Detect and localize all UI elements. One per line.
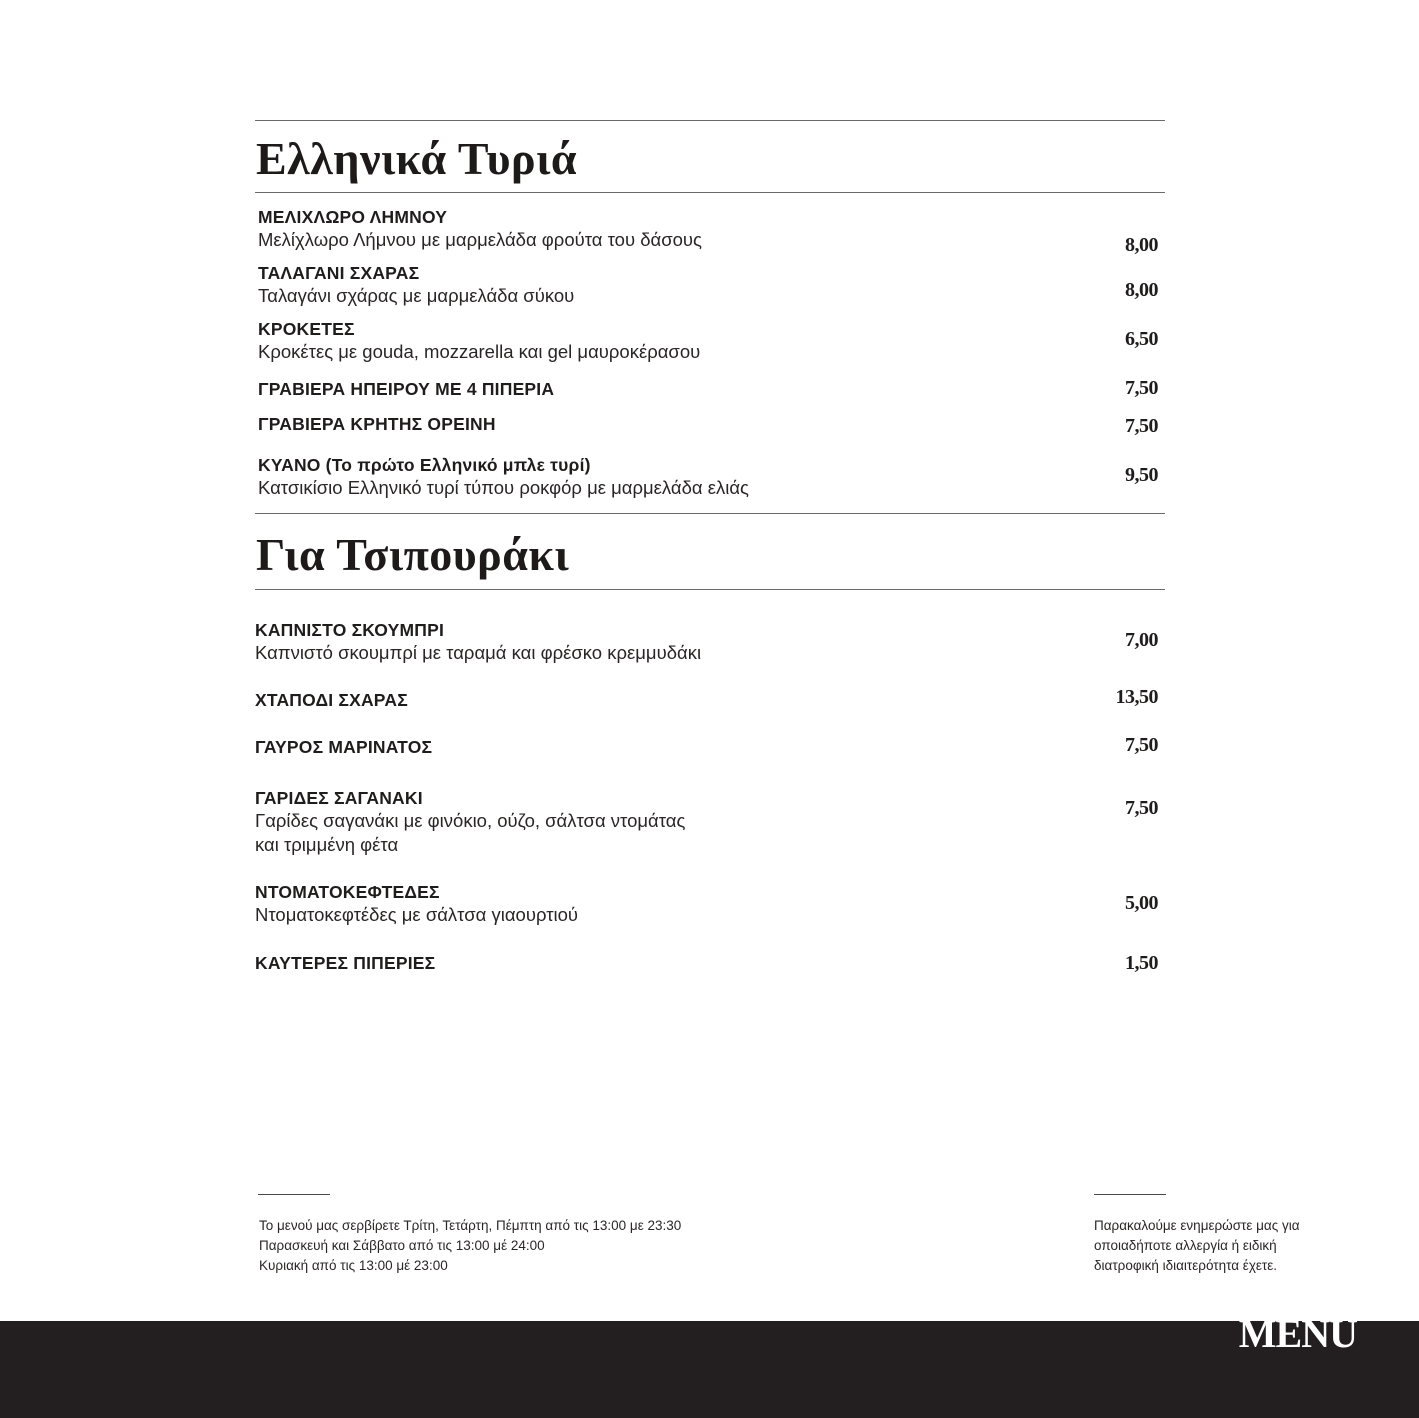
menu-item	[255, 734, 1158, 758]
menu-item	[258, 206, 1158, 256]
item-name: ΚΑΥΤΕΡΕΣ ΠΙΠΕΡΙΕΣ	[255, 953, 436, 973]
footer-band	[0, 1321, 1419, 1418]
item-price: 8,00	[1125, 234, 1158, 256]
menu-item	[255, 881, 1158, 927]
menu-brand-label: MENU	[1238, 1311, 1357, 1356]
item-desc: Ταλαγάνι σχάρας με μαρμελάδα σύκου	[258, 285, 575, 306]
item-price: 9,50	[1125, 464, 1158, 486]
item-name: ΓΡΑΒΙΕΡΑ ΗΠΕΙΡΟΥ ΜΕ 4 ΠΙΠΕΡΙΑ	[258, 379, 555, 399]
menu-item	[255, 619, 1158, 665]
hours-line: Κυριακή από τις 13:00 μέ 23:00	[259, 1258, 448, 1273]
item-name: ΓΑΥΡΟΣ ΜΑΡΙΝΑΤΟΣ	[255, 737, 433, 757]
menu-item	[258, 318, 1158, 364]
item-name: ΚΑΠΝΙΣΤΟ ΣΚΟΥΜΠΡΙ	[255, 620, 445, 640]
section-title-cheeses: Ελληνικά Τυριά	[256, 133, 578, 184]
item-desc: Καπνιστό σκουμπρί με ταραμά και φρέσκο κρεμμυδάκι	[255, 642, 702, 663]
menu-item	[258, 413, 1158, 435]
item-desc: Ντοματοκεφτέδες με σάλτσα γιαουρτιού	[255, 904, 579, 925]
section-title-rule	[255, 192, 1165, 193]
section-title-rule	[255, 589, 1165, 590]
item-name: ΓΑΡΙΔΕΣ ΣΑΓΑΝΑΚΙ	[255, 788, 423, 808]
allergy-line: οποιαδήποτε αλλεργία ή ειδική	[1094, 1238, 1277, 1253]
item-name: ΝΤΟΜΑΤΟΚΕΦΤΕΔΕΣ	[255, 882, 440, 902]
menu-item	[255, 952, 1158, 974]
footer-rule-right	[1094, 1194, 1166, 1195]
section-top-rule	[255, 513, 1165, 514]
item-name: ΚΡΟΚΕΤΕΣ	[258, 319, 355, 339]
item-name: ΚΥΑΝΟ (Το πρώτο Ελληνικό μπλε τυρί)	[258, 455, 591, 475]
menu-item	[258, 378, 1158, 400]
item-price: 8,00	[1125, 279, 1158, 301]
item-price: 7,50	[1125, 797, 1158, 819]
menu-item	[255, 686, 1158, 711]
item-desc: Γαρίδες σαγανάκι με φινόκιο, ούζο, σάλτσα ντομάτας	[255, 810, 686, 831]
allergy-line: Παρακαλούμε ενημερώστε μας για	[1094, 1218, 1300, 1233]
hours-line: Το μενού μας σερβίρετε Τρίτη, Τετάρτη, Πέμπτη από τις 13:00 με 23:30	[259, 1218, 682, 1233]
item-desc: και τριμμένη φέτα	[255, 834, 399, 855]
hours-line: Παρασκευή και Σάββατο από τις 13:00 μέ 24:00	[259, 1238, 545, 1253]
item-name: ΧΤΑΠΟΔΙ ΣΧΑΡΑΣ	[255, 690, 408, 710]
item-desc: Κατσικίσιο Ελληνικό τυρί τύπου ροκφόρ με μαρμελάδα ελιάς	[258, 477, 749, 498]
menu-item	[258, 454, 1158, 500]
item-price: 6,50	[1125, 328, 1158, 350]
item-price: 7,50	[1125, 377, 1158, 399]
section-title-tsipouraki: Για Τσιπουράκι	[256, 529, 570, 580]
allergy-line: διατροφική ιδιαιτερότητα έχετε.	[1094, 1258, 1278, 1273]
item-price: 1,50	[1125, 952, 1158, 974]
allergy-note	[1094, 1216, 1300, 1276]
footer-rule-left	[258, 1194, 330, 1195]
item-price: 7,00	[1125, 629, 1158, 651]
item-price: 13,50	[1115, 686, 1158, 708]
menu-item	[258, 262, 1158, 308]
item-desc: Κροκέτες με gouda, mozzarella και gel μαυροκέρασου	[258, 341, 701, 362]
section-top-rule	[255, 120, 1165, 121]
item-name: ΓΡΑΒΙΕΡΑ ΚΡΗΤΗΣ ΟΡΕΙΝΗ	[258, 414, 496, 434]
item-name: ΜΕΛΙΧΛΩΡΟ ΛΗΜΝΟΥ	[258, 207, 448, 227]
item-desc: Μελίχλωρο Λήμνου με μαρμελάδα φρούτα του δάσους	[258, 229, 702, 250]
item-price: 5,00	[1125, 892, 1158, 914]
item-price: 7,50	[1125, 734, 1158, 756]
item-price: 7,50	[1125, 415, 1158, 437]
item-name: ΤΑΛΑΓΑΝΙ ΣΧΑΡΑΣ	[258, 263, 420, 283]
opening-hours	[259, 1216, 681, 1276]
menu-item	[255, 787, 1158, 857]
